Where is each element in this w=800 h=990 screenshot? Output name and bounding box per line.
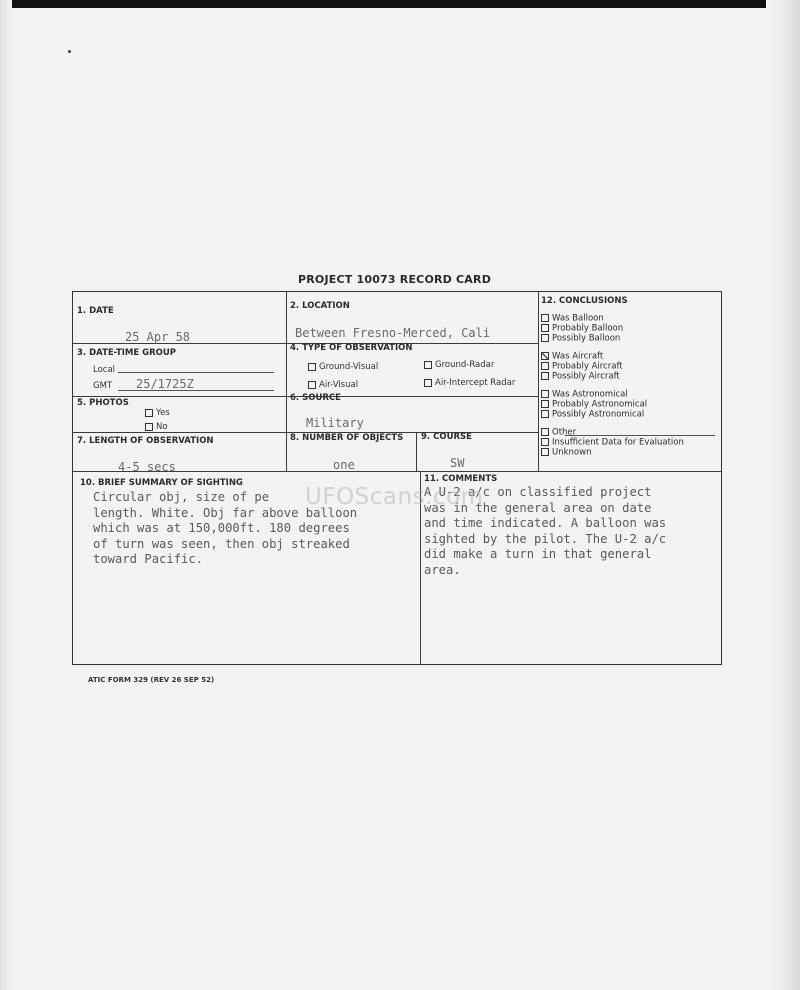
checkbox-icon xyxy=(308,381,316,389)
length-value: 4-5 secs xyxy=(118,460,176,474)
course-value: SW xyxy=(450,456,465,470)
conclusion-probably-balloon: Probably Balloon xyxy=(552,323,624,334)
checkbox-icon xyxy=(541,372,549,380)
comments-text: A U-2 a/c on classified project was in the general area on date and time indicated. A balloon was sighted by the pilot. The U-2 a/c did make a turn in that general area. xyxy=(424,485,667,577)
conclusions-label: 12. CONCLUSIONS xyxy=(541,296,628,306)
checkbox-icon xyxy=(541,324,549,332)
option-ground-visual-text: Ground-Visual xyxy=(319,362,379,372)
photos-yes-option xyxy=(145,408,170,418)
comments-label: 11. COMMENTS xyxy=(424,474,498,484)
length-label: 7. LENGTH OF OBSERVATION xyxy=(77,436,214,446)
checkbox-icon xyxy=(541,334,549,342)
conclusions-astronomical-group xyxy=(541,390,647,420)
conclusion-other: Other xyxy=(552,427,577,438)
option-air-visual-text: Air-Visual xyxy=(319,380,359,390)
grid-line xyxy=(286,291,287,471)
option-ground-visual xyxy=(308,362,378,372)
conclusion-possibly-balloon: Possibly Balloon xyxy=(552,333,621,344)
checkbox-icon xyxy=(541,400,549,408)
conclusions-balloon-group xyxy=(541,314,623,344)
gmt-label: GMT xyxy=(93,381,113,391)
checkbox-icon xyxy=(541,438,549,446)
checkbox-icon xyxy=(308,363,316,371)
option-ground-radar xyxy=(424,360,494,370)
objects-value: one xyxy=(333,458,355,472)
option-air-visual xyxy=(308,380,358,390)
scan-top-border xyxy=(0,0,800,8)
gmt-value: 25/1725Z xyxy=(136,377,194,391)
grid-line xyxy=(416,432,417,471)
conclusion-unknown: Unknown xyxy=(552,447,592,458)
photos-no-option xyxy=(145,422,168,432)
checkbox-icon xyxy=(541,428,549,436)
checkbox-icon xyxy=(424,361,432,369)
grid-line xyxy=(538,291,539,471)
checkbox-icon xyxy=(145,409,153,417)
photos-no-text: No xyxy=(156,422,168,432)
conclusion-was-astronomical: Was Astronomical xyxy=(552,389,628,400)
conclusion-possibly-astronomical: Possibly Astronomical xyxy=(552,409,645,420)
location-value: Between Fresno-Merced, Cali xyxy=(295,326,491,340)
location-label: 2. LOCATION xyxy=(290,301,350,311)
checkbox-icon xyxy=(541,410,549,418)
checkbox-icon xyxy=(541,390,549,398)
conclusion-was-aircraft: Was Aircraft xyxy=(552,351,604,362)
conclusions-aircraft-group xyxy=(541,352,623,382)
option-air-intercept-radar-text: Air-Intercept Radar xyxy=(435,378,516,388)
checkbox-icon xyxy=(541,314,549,322)
local-underline xyxy=(118,372,274,373)
course-label: 9. COURSE xyxy=(421,432,472,442)
checkbox-icon xyxy=(145,423,153,431)
checked-checkbox-icon xyxy=(541,352,549,360)
conclusion-probably-aircraft: Probably Aircraft xyxy=(552,361,623,372)
option-air-intercept-radar xyxy=(424,378,515,388)
source-label: 6. SOURCE xyxy=(290,393,341,403)
checkbox-icon xyxy=(541,448,549,456)
date-label: 1. DATE xyxy=(77,306,114,316)
scan-right-edge xyxy=(766,0,800,990)
form-number: ATIC FORM 329 (REV 26 SEP 52) xyxy=(88,676,215,684)
local-label: Local xyxy=(93,365,116,375)
conclusion-probably-astronomical: Probably Astronomical xyxy=(552,399,648,410)
objects-label: 8. NUMBER OF OBJECTS xyxy=(290,433,404,443)
photos-yes-text: Yes xyxy=(156,408,170,418)
scan-speck xyxy=(68,50,71,53)
conclusion-was-balloon: Was Balloon xyxy=(552,313,604,324)
source-value: Military xyxy=(306,416,364,430)
watermark: UFOScans.com xyxy=(305,484,484,510)
option-ground-radar-text: Ground-Radar xyxy=(435,360,495,370)
checkbox-icon xyxy=(424,379,432,387)
conclusions-other-group xyxy=(541,428,684,458)
scan-left-edge xyxy=(0,0,12,990)
date-value: 25 Apr 58 xyxy=(125,330,191,344)
summary-label: 10. BRIEF SUMMARY OF SIGHTING xyxy=(80,478,243,488)
observation-type-label: 4. TYPE OF OBSERVATION xyxy=(290,343,413,353)
photos-label: 5. PHOTOS xyxy=(77,398,129,408)
summary-text: Circular obj, size of pe length. White. Obj far above balloon which was at 150,000ft. 180 degrees of turn was seen, then obj streaked toward Pacific. xyxy=(93,490,358,566)
checkbox-icon xyxy=(541,362,549,370)
other-underline xyxy=(565,435,715,436)
conclusion-insufficient-data: Insufficient Data for Evaluation xyxy=(552,437,684,448)
conclusion-possibly-aircraft: Possibly Aircraft xyxy=(552,371,620,382)
card-title: PROJECT 10073 RECORD CARD xyxy=(298,273,492,286)
datetime-label: 3. DATE-TIME GROUP xyxy=(77,348,177,358)
